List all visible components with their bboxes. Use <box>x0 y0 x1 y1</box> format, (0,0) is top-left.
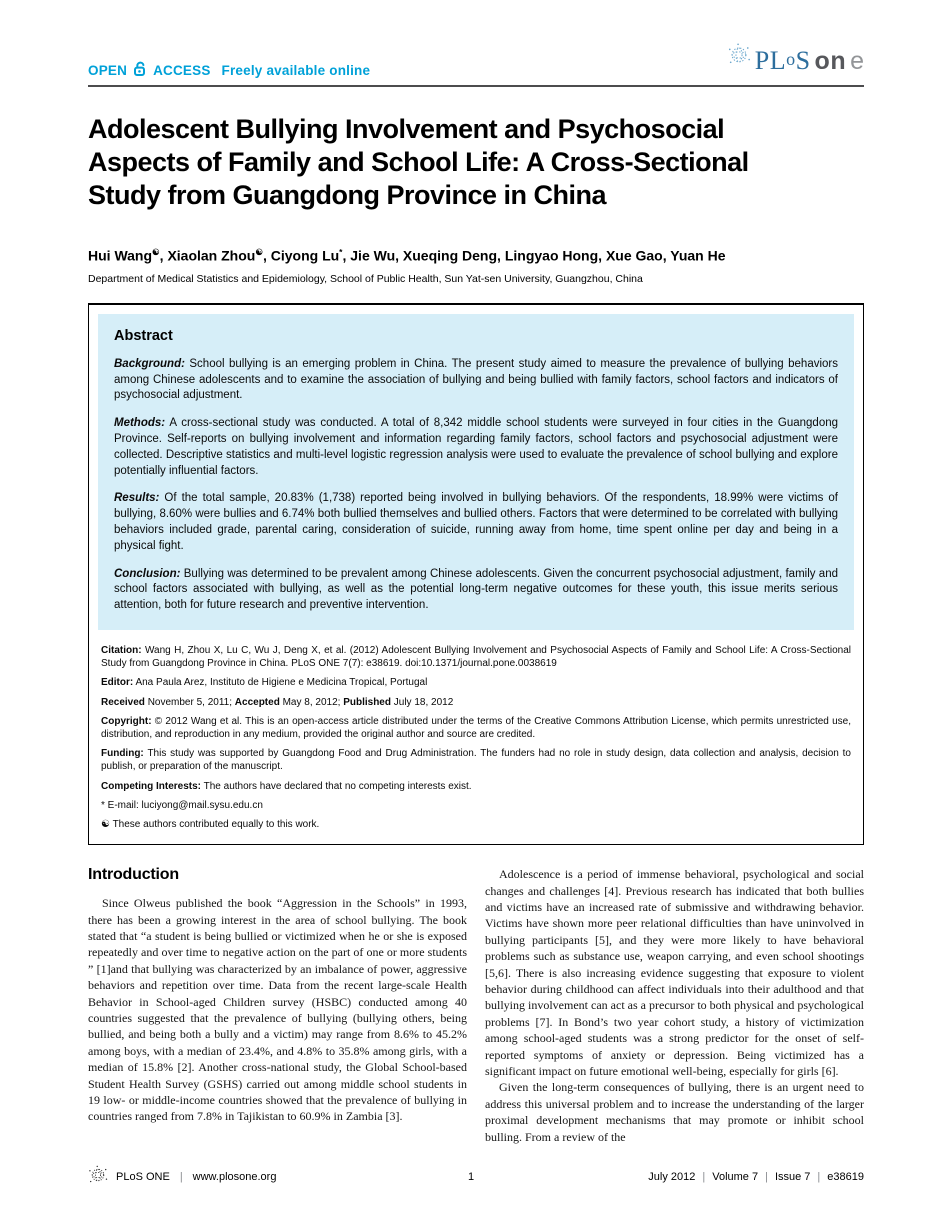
plos-wordmark: PLoS <box>754 46 811 75</box>
plos-one-logo <box>727 42 864 80</box>
left-column <box>88 866 467 1145</box>
email-row <box>101 799 851 812</box>
open-lock-icon <box>132 61 148 80</box>
introduction-section <box>88 866 864 1145</box>
footer-journal-url[interactable]: www.plosone.org <box>192 1170 277 1183</box>
footer-article-id: e38619 <box>827 1170 864 1183</box>
abstract-conclusion-label: Conclusion: <box>114 567 181 580</box>
title-line-1: Adolescent Bullying Involvement and Psychosocial <box>88 114 725 144</box>
affiliation: Department of Medical Statistics and Epidemiology, School of Public Health, Sun Yat-sen University, Guangzhou, China <box>88 272 643 285</box>
footer-pipe: | <box>179 1170 183 1183</box>
author-name: Xiaolan Zhou <box>167 247 256 264</box>
article-info-box <box>88 303 864 845</box>
introduction-heading: Introduction <box>88 866 179 884</box>
footer-issue-info: July 2012 | Volume 7 | Issue 7 | e38619 <box>648 1170 864 1183</box>
abstract-results: Results: Of the total sample, 20.83% (1,738) reported being involved in bullying behaviors. Of the respondents, 18.99% were victims of bullying, 8.60% were bullies and 6.74% both bullied themselves and bullied others. Factors that were determined to be correlated with bullying behaviors included grade, parental caring, consideration of suicide, running away from home, time spent online per day and being in a physical fight. <box>114 492 839 552</box>
author-name: Yuan He <box>670 247 726 264</box>
page-footer <box>88 1165 864 1230</box>
article-metadata <box>98 630 854 841</box>
author-marker: * <box>339 247 343 258</box>
corresponding-email[interactable]: * E-mail: luciyong@mail.sysu.edu.cn <box>101 799 263 811</box>
one-wordmark-tail: e <box>850 46 864 75</box>
author-name: Hui Wang <box>88 247 153 264</box>
dates-row: Received November 5, 2011; Accepted May 8, 2012; Published July 18, 2012 <box>101 696 454 708</box>
title-line-3: Study from Guangdong Province in China <box>88 180 607 210</box>
introduction-paragraph-3: Given the long-term consequences of bullying, there is an urgent need to address this universal problem and to increase the understanding of the larger proximal development mechanisms that may promote or inhibit school bulling. From a review of the <box>485 1080 864 1144</box>
abstract-background-label: Background: <box>114 357 185 370</box>
author-name: Xueqing Deng <box>402 247 498 264</box>
footer-pipe: | <box>765 1170 768 1183</box>
abstract-panel <box>98 314 854 630</box>
abstract-conclusion: Conclusion: Bullying was determined to be prevalent among Chinese adolescents. Given the concurrent psychosocial adjustment, family and school factors associated with bullying, as well as the potential long-term negative outcomes for these youth, this issue merits serious attention, both for future research and preventive intervention. <box>114 567 838 612</box>
author-name: Ciyong Lu <box>270 247 340 264</box>
footer-pipe: | <box>817 1170 821 1183</box>
open-access-access-label: ACCESS <box>153 63 211 78</box>
introduction-paragraph-1: Since Olweus published the book “Aggression in the Schools” in 1993, there has been a growing interest in the area of school bullying. The book stated that “a student is being bullied or victimized when he or she is exposed repeatedly and over time to negative action on the part of one or more students ” [1]and that bullying was characterized by an imbalance of power, aggressive behaviors and repetition over time. Data from the recent large-scale Health Behavior in School-aged Children survey (HSBC) conducted among 40 countries suggested that the prevalence of bullying (bullying others, being bullied, and being both a bully and a victim) may range from 8.6% to 45.2% among boys, with a median of 23.4%, and 4.8% to 35.8% among girls, with a median of 15.8% [2]. Another cross-national study, the Global School-based Student Health Survey (GSHS) carried out among middle school students in 19 low- or middle-income countries showed that the prevalence of bullying in countries ranged from 7.8% in Tajikistan to 60.9% in Zambia [3]. <box>88 896 467 1124</box>
footer-left <box>88 1165 388 1188</box>
masthead <box>88 42 864 87</box>
footer-pipe: | <box>702 1170 706 1183</box>
freely-available-tagline: Freely available online <box>221 63 371 78</box>
abstract-results-label: Results: <box>114 492 160 505</box>
citation-row: Citation: Wang H, Zhou X, Lu C, Wu J, Deng X, et al. (2012) Adolescent Bullying Involvement and Psychosocial Aspects of Family and School Life: A Cross-Sectional Study from Guangdong Province in China. PLoS ONE 7(7): e38619. doi:10.1371/journal.pone.0038619 <box>101 644 851 670</box>
right-column <box>485 866 864 1145</box>
title-line-2: Aspects of Family and School Life: A Cross-Sectional <box>88 147 749 177</box>
introduction-paragraph-2: Adolescence is a period of immense behavioral, psychological and social changes and challenges [4]. Previous research has indicated that both bullies and victims have an increased rate of submissive and withdrawing behavior. Victims have shown more peer relational difficulties than have uninvolved in bullying participants [5], and they were more likely to have behavioral problems such as substance use, weapon carrying, and even school shootings [5,6]. There is also increasing evidence suggesting that exposure to violent behavior during childhood can affect individuals into their adulthood and that bullying involvement can act as a precursor to both physical and psychological problems [7]. In Bond’s two year cohort study, a history of victimization among school-aged students was a strong predictor for the onset of self-reported symptoms of anxiety or depression. Being victimized has a significant impact on future emotional well-being, especially for girls [6]. <box>485 867 864 1078</box>
open-access-banner <box>88 61 370 80</box>
one-wordmark-bold: on <box>814 46 847 75</box>
author-marker: ☯ <box>152 247 160 258</box>
author-name: Jie Wu <box>350 247 396 264</box>
competing-interests-row: Competing Interests: The authors have declared that no competing interests exist. <box>101 780 472 792</box>
footer-globe-icon <box>88 1165 108 1188</box>
author-list: Hui Wang☯, Xiaolan Zhou☯, Ciyong Lu*, Jie Wu, Xueqing Deng, Lingyao Hong, Xue Gao, Yuan He <box>88 247 726 264</box>
abstract-methods: Methods: A cross-sectional study was conducted. A total of 8,342 middle school students were surveyed in four cities in the Guangdong Province. Self-reports on bullying involvement and information regarding family factors, school factors and psychosocial adjustment were collected. Descriptive statistics and multi-level logistic regression analysis were used to evaluate the prevalence of school bullying and explore potentially influential factors. <box>114 417 839 477</box>
article-title <box>88 113 864 212</box>
footer-page-number: 1 <box>467 1170 475 1183</box>
author-name: Lingyao Hong <box>504 247 599 264</box>
editor-row: Editor: Ana Paula Arez, Instituto de Higiene e Medicina Tropical, Portugal <box>101 677 428 689</box>
abstract-background: Background: School bullying is an emerging problem in China. The present study aimed to measure the prevalence of bullying behaviors among Chinese adolescents and to examine the association of bullying and being bullied with family factors, school factors and indicators of psychosocial adjustment. <box>114 357 838 402</box>
abstract-heading: Abstract <box>114 327 173 344</box>
funding-row: Funding: This study was supported by Guangdong Food and Drug Administration. The funders had no role in study design, data collection and analysis, decision to publish, or preparation of the manuscript. <box>101 748 851 773</box>
footer-journal-name: PLoS ONE <box>116 1170 170 1183</box>
plos-globe-icon <box>727 42 751 70</box>
copyright-row: Copyright: © 2012 Wang et al. This is an open-access article distributed under the terms of the Creative Commons Attribution License, which permits unrestricted use, distribution, and reproduction in any medium, provided the original author and source are credited. <box>101 715 851 740</box>
open-access-open-label: OPEN <box>88 63 128 78</box>
equal-contribution-row: ☯ These authors contributed equally to this work. <box>101 818 320 830</box>
author-name: Xue Gao <box>605 247 663 264</box>
abstract-methods-label: Methods: <box>114 417 166 430</box>
author-marker: ☯ <box>255 247 263 258</box>
